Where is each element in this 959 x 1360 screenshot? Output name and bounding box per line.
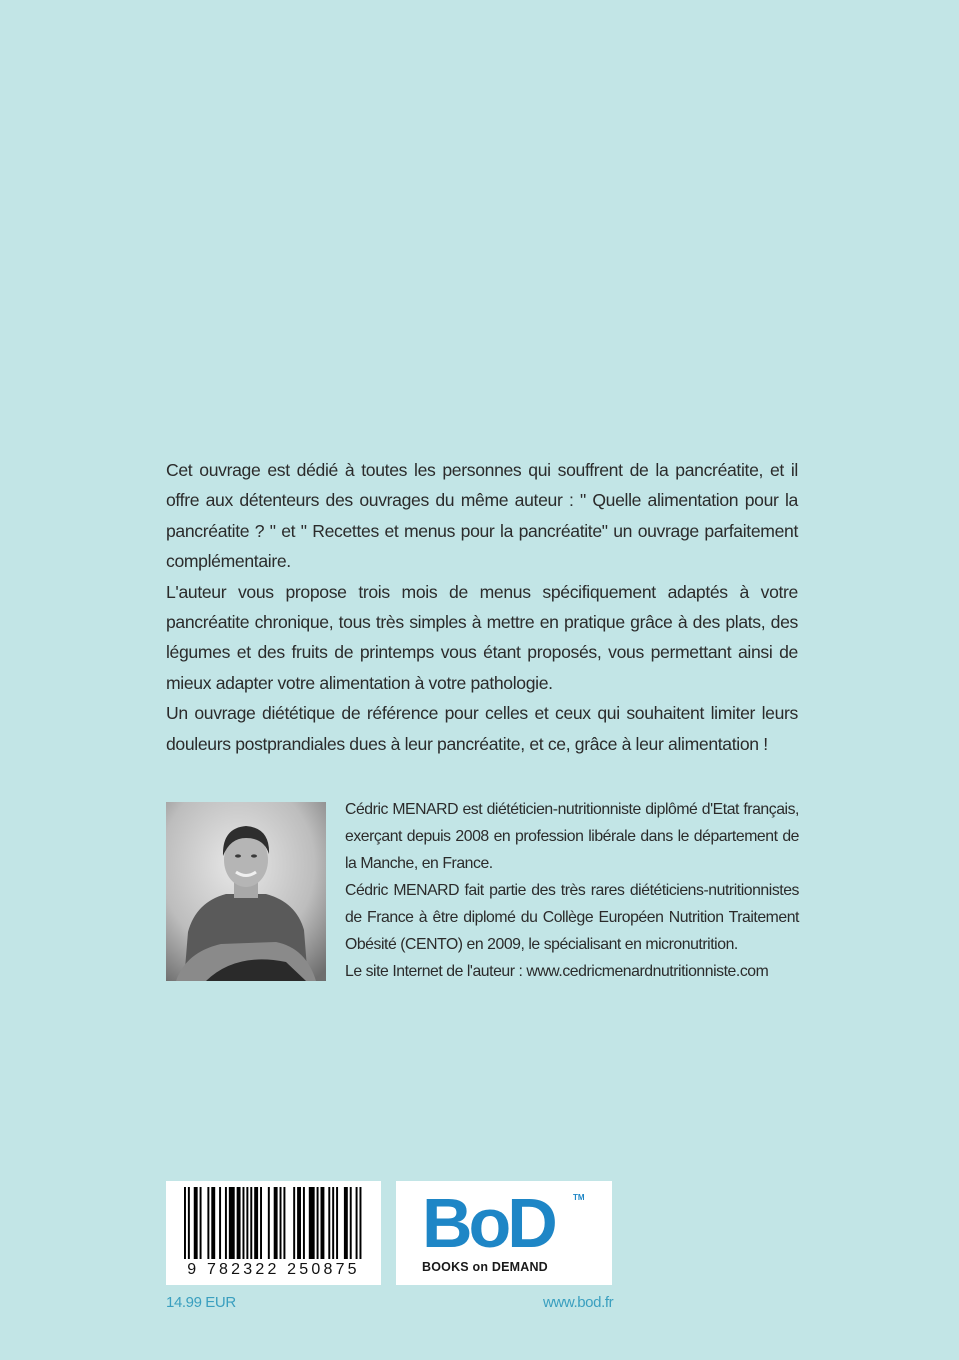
barcode-bar <box>356 1187 358 1259</box>
author-bio-paragraph-1: Cédric MENARD est diététicien-nutritionniste diplômé d'Etat français, exerçant depuis 2008 en profession libérale dans le département de la Manche, en France. <box>345 801 799 872</box>
barcode-bar <box>250 1187 252 1259</box>
barcode-bar <box>280 1187 282 1259</box>
barcode-bar <box>309 1187 315 1259</box>
blurb-paragraph-1: Cet ouvrage est dédié à toutes les personnes qui souffrent de la pancréatite, et il offre aux détenteurs des ouvrages du même auteur : " Quelle alimentation pour la pancréatite ? " et " Recettes et menus pour la pancréatite" un ouvrage parfaitement complémentaire. <box>166 460 798 572</box>
barcode-bar <box>219 1187 221 1259</box>
barcode-bar <box>225 1187 227 1259</box>
back-cover-blurb <box>166 455 798 759</box>
barcode-bar <box>260 1187 262 1259</box>
barcode-bar <box>283 1187 285 1259</box>
barcode-bar <box>274 1187 278 1259</box>
barcode-bar <box>344 1187 348 1259</box>
isbn-barcode <box>166 1181 381 1285</box>
barcode-bar <box>237 1187 241 1259</box>
publisher-logo <box>396 1181 612 1285</box>
isbn-number: 9 782322 250875 <box>187 1261 360 1278</box>
author-bio-paragraph-2: Cédric MENARD fait partie des très rares diététiciens-nutritionnistes de France à être diplomé du Collège Européen Nutrition Traitement Obésité (CENTO) en 2009, le spécialisant en micronutrition. <box>345 882 799 953</box>
barcode-bar <box>317 1187 319 1259</box>
barcode-bar <box>207 1187 209 1259</box>
barcode-bar <box>184 1187 186 1259</box>
author-bio <box>345 796 799 985</box>
barcode-bar <box>246 1187 248 1259</box>
barcode-bar <box>188 1187 190 1259</box>
barcode-bar <box>303 1187 305 1259</box>
barcode-bar <box>321 1187 325 1259</box>
blurb-paragraph-2: L'auteur vous propose trois mois de menus spécifiquement adaptés à votre pancréatite chronique, tous très simples à mettre en pratique grâce à des plats, des légumes et des fruits de printemps vous étant proposés, vous permettant ainsi de mieux adapter votre alimentation à votre pathologie. <box>166 581 798 693</box>
blurb-paragraph-3: Un ouvrage diététique de référence pour celles et ceux qui souhaitent limiter leurs douleurs postprandiales dues à leur pancréatite, et ce, grâce à leur alimentation ! <box>166 703 798 754</box>
barcode-bar <box>297 1187 301 1259</box>
barcode-bar <box>211 1187 215 1259</box>
barcode-bar <box>360 1187 362 1259</box>
barcode-bar <box>328 1187 330 1259</box>
barcode-bar <box>194 1187 198 1259</box>
price-label: 14.99 EUR <box>166 1294 236 1311</box>
barcode-bar <box>268 1187 270 1259</box>
barcode-bar <box>350 1187 352 1259</box>
barcode-bar <box>200 1187 202 1259</box>
author-photo <box>166 802 326 981</box>
trademark-mark: TM <box>573 1193 585 1202</box>
barcode-bar <box>332 1187 334 1259</box>
publisher-website: www.bod.fr <box>543 1294 614 1311</box>
bod-logo-text: BoD <box>422 1184 554 1262</box>
barcode-bar <box>293 1187 295 1259</box>
barcode-bar <box>229 1187 235 1259</box>
barcode-bar <box>254 1187 258 1259</box>
barcode-bar <box>243 1187 245 1259</box>
publisher-tagline: BOOKS on DEMAND <box>422 1260 548 1274</box>
barcode-bar <box>336 1187 338 1259</box>
author-website-line: Le site Internet de l'auteur : www.cedricmenardnutritionniste.com <box>345 963 769 980</box>
